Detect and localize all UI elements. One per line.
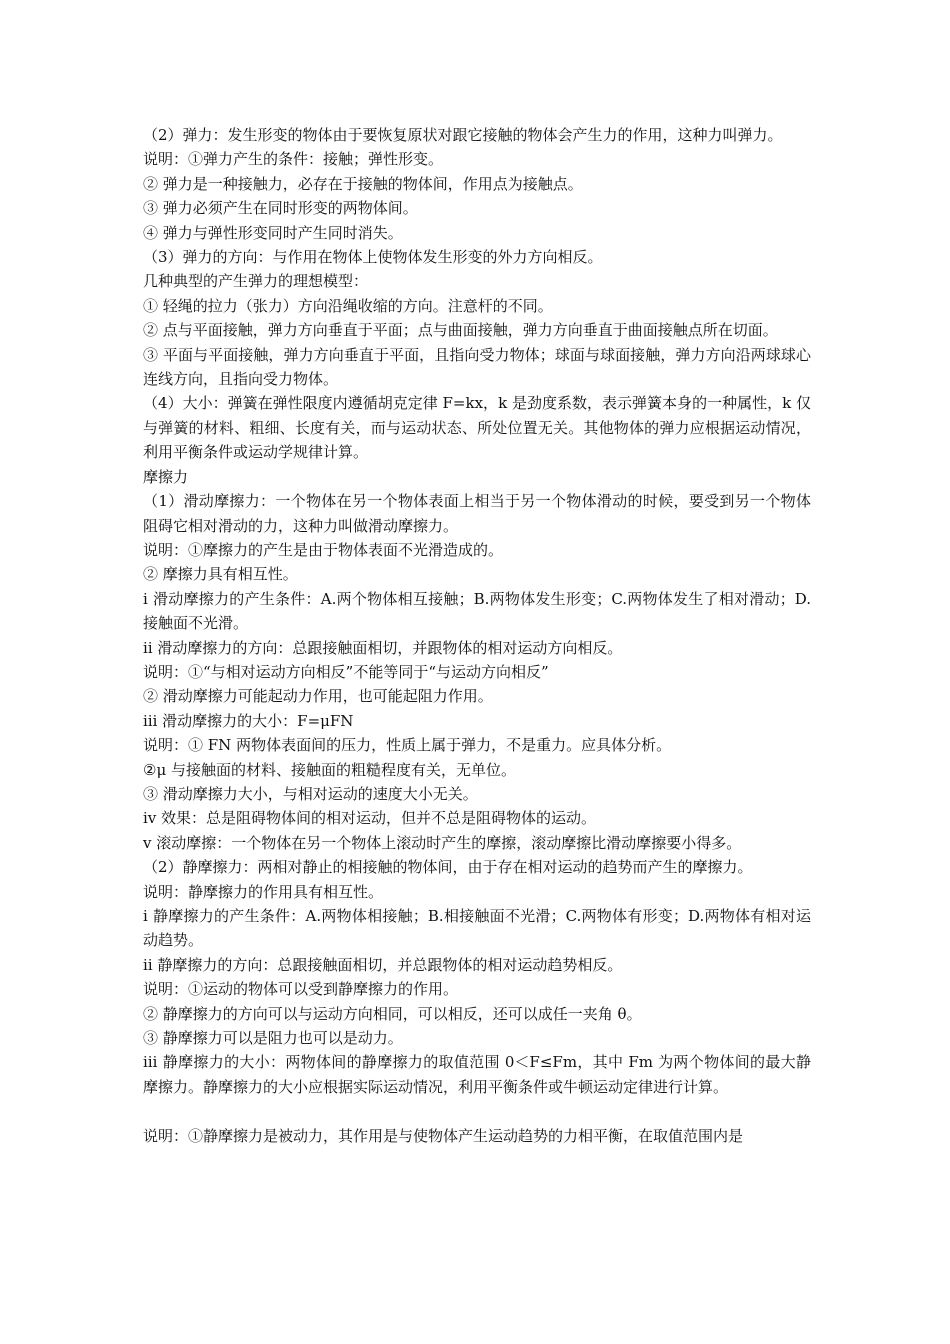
paragraph-mu-note: ②μ 与接触面的材料、接触面的粗糙程度有关，无单位。: [143, 760, 516, 779]
paragraph-ideal-models-heading: 几种典型的产生弹力的理想模型：: [143, 272, 369, 291]
paragraph-friction-mutual: ② 摩擦力具有相互性。: [143, 565, 298, 584]
paragraph-sliding-friction-definition: （1）滑动摩擦力：一个物体在另一个物体表面上相当于另一个物体滑动的时候，要受到另一个物体阻碍它相对滑动的力，这种力叫做滑动摩擦力。: [143, 492, 811, 535]
paragraph-rope-tension: ① 轻绳的拉力（张力）方向沿绳收缩的方向。注意杆的不同。: [143, 296, 553, 315]
paragraph-moving-object-static-friction: 说明：①运动的物体可以受到静摩擦力的作用。: [143, 980, 459, 999]
paragraph-driving-or-resisting: ② 滑动摩擦力可能起动力作用，也可能起阻力作用。: [143, 687, 493, 706]
paragraph-static-friction-conditions: ⅰ 静摩擦力的产生条件：A.两物体相接触；B.相接触面不光滑；C.两物体有形变；D.两物体有相对运动趋势。: [143, 907, 811, 950]
paragraph-static-friction-definition: （2）静摩擦力：两相对静止的相接触的物体间，由于存在相对运动的趋势而产生的摩擦力。: [143, 858, 753, 877]
paragraph-sliding-friction-conditions: ⅰ 滑动摩擦力的产生条件：A.两个物体相互接触；B.两物体发生形变；C.两物体发生了相对滑动；D.接触面不光滑。: [143, 589, 811, 633]
paragraph-sliding-friction-magnitude: ⅲ 滑动摩擦力的大小：F=μFN: [143, 711, 354, 730]
paragraph-normal-force-note: 说明：① FN 两物体表面间的压力，性质上属于弹力，不是重力。应具体分析。: [143, 736, 672, 755]
paragraph-point-contact: ② 点与平面接触，弹力方向垂直于平面；点与曲面接触，弹力方向垂直于曲面接触点所在切面。: [143, 321, 778, 340]
paragraph-friction-cause: 说明：①摩擦力的产生是由于物体表面不光滑造成的。: [143, 540, 504, 559]
paragraph-static-friction-mutual: 说明：静摩擦力的作用具有相互性。: [143, 882, 384, 901]
paragraph-contact-force: ② 弹力是一种接触力，必存在于接触的物体间，作用点为接触点。: [143, 174, 583, 193]
paragraph-plane-contact: ③ 平面与平面接触，弹力方向垂直于平面，且指向受力物体；球面与球面接触，弹力方向沿两球球心连线方向，且指向受力物体。: [143, 345, 811, 389]
paragraph-speed-independence: ③ 滑动摩擦力大小，与相对运动的速度大小无关。: [143, 784, 478, 803]
paragraph-elastic-force-definition: （2）弹力：发生形变的物体由于要恢复原状对跟它接触的物体会产生力的作用，这种力叫弹力。: [143, 126, 783, 144]
paragraph-static-friction-magnitude: ⅲ 静摩擦力的大小：两物体间的静摩擦力的取值范围 0＜F≤Fm，其中 Fm 为两个物体间的最大静摩擦力。静摩擦力的大小应根据实际运动情况，利用平衡条件或牛顿运动定律进行计算。: [143, 1053, 811, 1096]
paragraph-rolling-friction: ⅴ 滚动摩擦：一个物体在另一个物体上滚动时产生的摩擦，滚动摩擦比滑动摩擦要小得多。: [143, 833, 742, 852]
paragraph-static-friction-angle: ② 静摩擦力的方向可以与运动方向相同，可以相反，还可以成任一夹角 θ。: [143, 1004, 642, 1023]
paragraph-hooke-law: （4）大小：弹簧在弹性限度内遵循胡克定律 F=kx，k 是劲度系数，表示弹簧本身的一种属性，k 仅与弹簧的材料、粗细、长度有关，而与运动状态、所处位置无关。其他物体的弹力应根据运动情况，利用平衡条件或运动学规律计算。: [143, 394, 811, 462]
paragraph-elastic-condition: 说明：①弹力产生的条件：接触；弹性形变。: [143, 150, 444, 169]
paragraph-simultaneous-deformation: ③ 弹力必须产生在同时形变的两物体间。: [143, 199, 418, 218]
paragraph-static-friction-role: ③ 静摩擦力可以是阻力也可以是动力。: [143, 1029, 403, 1048]
paragraph-static-friction-passive: 说明：①静摩擦力是被动力，其作用是与使物体产生运动趋势的力相平衡，在取值范围内是: [143, 1126, 744, 1145]
section-heading-friction: 摩擦力: [143, 467, 189, 486]
paragraph-relative-motion-note: 说明：①“与相对运动方向相反”不能等同于“与运动方向相反”: [143, 662, 549, 681]
paragraph-simultaneous-existence: ④ 弹力与弹性形变同时产生同时消失。: [143, 223, 403, 242]
document-body: [143, 123, 811, 1148]
paragraph-friction-effect: ⅳ 效果：总是阻碍物体间的相对运动，但并不总是阻碍物体的运动。: [143, 809, 597, 828]
paragraph-sliding-friction-direction: ⅱ 滑动摩擦力的方向：总跟接触面相切，并跟物体的相对运动方向相反。: [143, 638, 623, 657]
paragraph-elastic-direction: （3）弹力的方向：与作用在物体上使物体发生形变的外力方向相反。: [143, 248, 603, 267]
blank-line: [143, 1099, 811, 1123]
paragraph-static-friction-direction: ⅱ 静摩擦力的方向：总跟接触面相切，并总跟物体的相对运动趋势相反。: [143, 955, 623, 974]
